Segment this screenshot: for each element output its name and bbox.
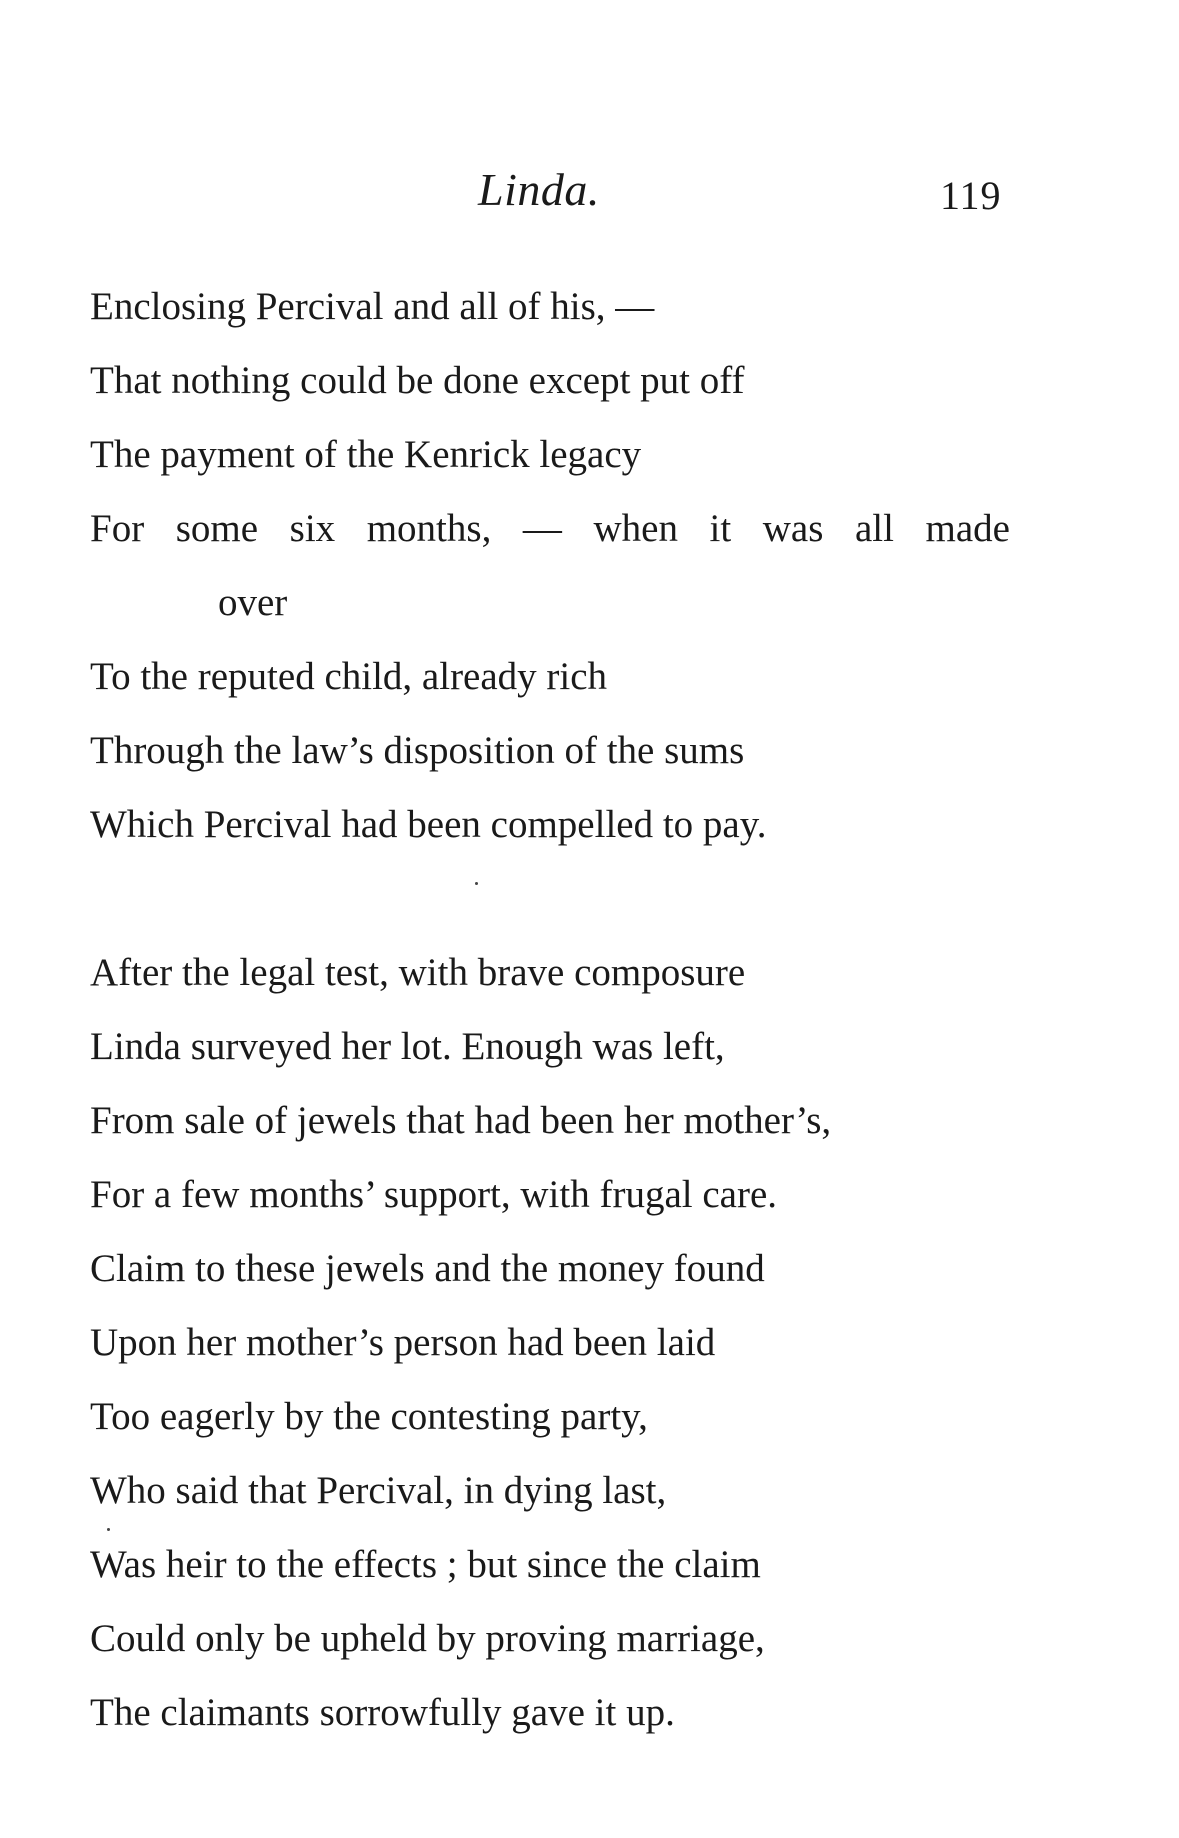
verse-line: Which Percival had been compelled to pay. (90, 803, 767, 846)
stanza-1 (90, 270, 1090, 862)
stray-ink-mark (475, 882, 478, 885)
verse-line: The claimants sorrowfully gave it up. (90, 1691, 675, 1734)
verse-line: Could only be upheld by proving marriage, (90, 1617, 765, 1660)
verse-line: Too eagerly by the contesting party, (90, 1395, 648, 1438)
verse-line: That nothing could be done except put off (90, 359, 745, 402)
verse-line: Linda surveyed her lot. Enough was left, (90, 1025, 725, 1068)
verse-line: Was heir to the effects ; but since the claim (90, 1543, 761, 1586)
stanza-2 (90, 936, 1090, 1750)
verse-line: Enclosing Percival and all of his, — (90, 285, 655, 328)
verse-line: Who said that Percival, in dying last, (90, 1469, 667, 1512)
verse-line: The payment of the Kenrick legacy (90, 433, 642, 476)
page-number: 119 (940, 173, 1002, 218)
verse-line: After the legal test, with brave composure (90, 951, 746, 994)
verse-line: Claim to these jewels and the money found (90, 1247, 765, 1290)
stray-ink-mark (107, 1528, 110, 1531)
page-header (0, 160, 1179, 220)
verse-line: To the reputed child, already rich (90, 655, 608, 698)
verse-line: Through the law’s disposition of the sums (90, 729, 745, 772)
verse-line: From sale of jewels that had been her mother’s, (90, 1099, 832, 1142)
verse-line: Upon her mother’s person had been laid (90, 1321, 716, 1364)
verse-line: For a few months’ support, with frugal care. (90, 1173, 778, 1216)
verse-line: For some six months, — when it was all made (90, 507, 1010, 550)
verse-line-turnover: over (218, 581, 288, 624)
running-title: Linda. (478, 164, 600, 215)
